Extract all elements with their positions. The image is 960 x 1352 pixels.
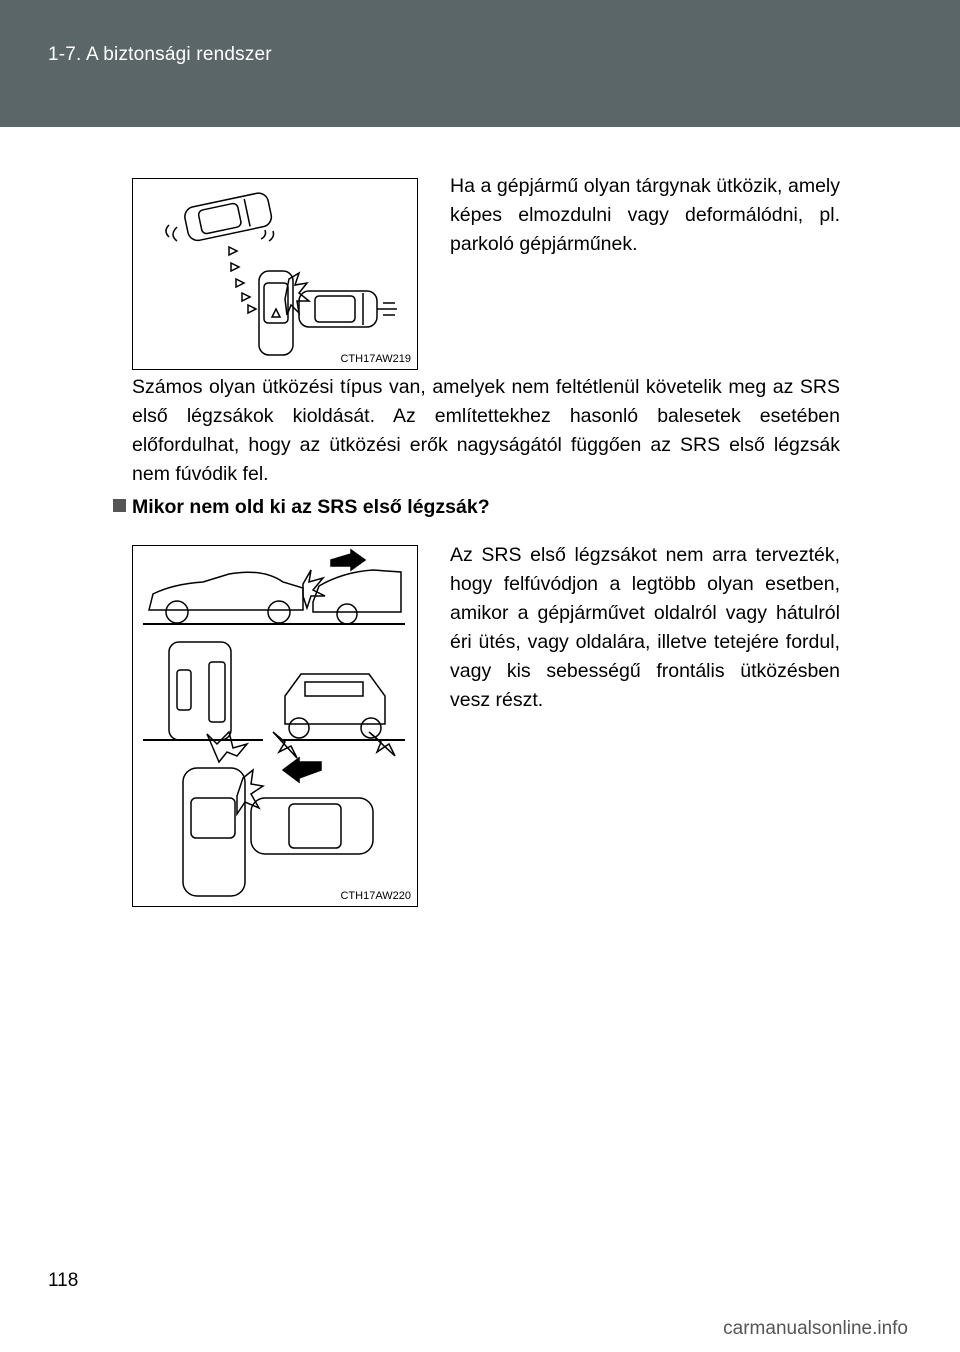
paragraph-collision-types: Számos olyan ütközési típus van, amelyek nem feltétlenül követelik meg az SRS első légzsákok kioldását. Az említettekhez hasonló balesetek esetében előfordulhat, hogy az ütközési erők nagyságától függően az SRS első légzsák nem fúvódik fel.	[132, 376, 840, 485]
paragraph-no-deploy: Az SRS első légzsákot nem arra tervezték, hogy felfúvódjon a legtöbb olyan esetben, amikor a gépjárművet oldalról vagy hátulról éri ütés, vagy oldalára, illetve tetejére fordul, vagy kis sebességű frontális ütközésben vesz részt.	[450, 544, 840, 711]
figure-code: CTH17AW220	[340, 890, 411, 902]
chapter-title: 1-7. A biztonsági rendszer	[48, 44, 272, 65]
page-number: 118	[48, 1270, 79, 1291]
watermark: carmanualsonline.info	[723, 1318, 908, 1339]
section-heading-text: Mikor nem old ki az SRS első légzsák?	[132, 496, 490, 518]
collision-illustration-2	[133, 546, 417, 906]
section-bullet	[113, 499, 126, 512]
collision-illustration-1	[133, 179, 417, 369]
figure-no-deploy-cases	[132, 545, 418, 907]
page-header	[0, 0, 960, 127]
figure-parked-car-collision	[132, 178, 418, 370]
section-heading	[113, 496, 490, 519]
figure-code: CTH17AW219	[340, 353, 411, 365]
paragraph-parked-car: Ha a gépjármű olyan tárgynak ütközik, amely képes elmozdulni vagy deformálódni, pl. parkoló gépjárműnek.	[450, 175, 840, 255]
